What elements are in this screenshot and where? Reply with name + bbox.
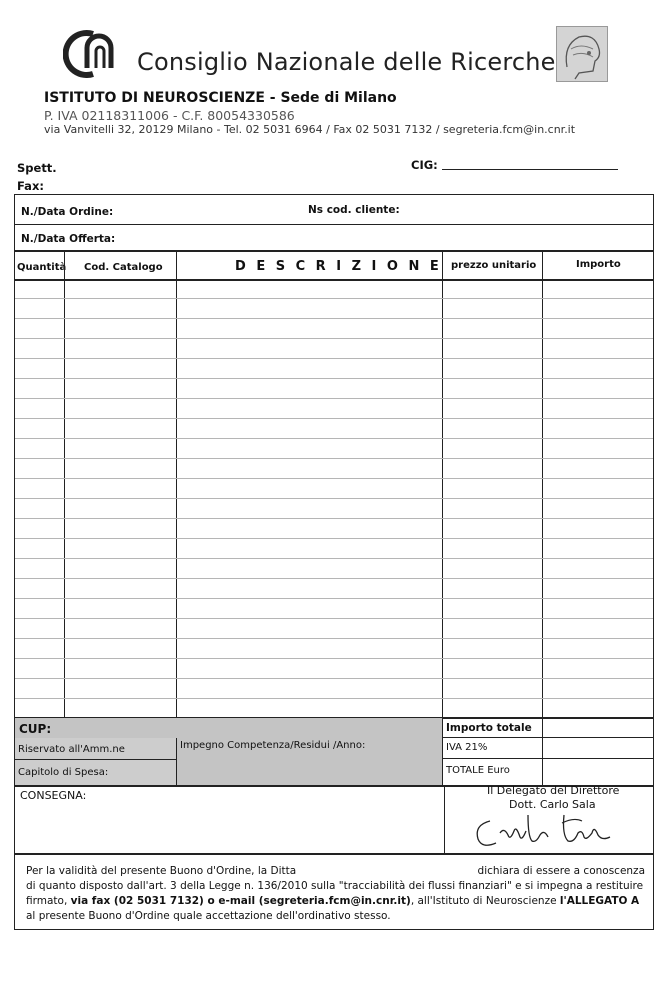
table-row[interactable] bbox=[15, 438, 653, 439]
client-code-label: Ns cod. cliente: bbox=[308, 204, 400, 216]
spett-label: Spett. bbox=[17, 161, 57, 175]
notice-line-1-left: Per la validità del presente Buono d'Ordine, la Ditta bbox=[26, 865, 297, 877]
table-row[interactable] bbox=[15, 598, 653, 599]
organization-name: Consiglio Nazionale delle Ricerche bbox=[137, 48, 556, 76]
grand-total-label: TOTALE Euro bbox=[446, 765, 510, 776]
reserved-label: Riservato all'Amm.ne bbox=[18, 744, 125, 755]
table-row[interactable] bbox=[15, 378, 653, 379]
column-line bbox=[176, 738, 177, 786]
column-line bbox=[176, 250, 177, 717]
order-date-label: N./Data Ordine: bbox=[21, 206, 114, 218]
cup-label: CUP: bbox=[19, 722, 52, 736]
fax-label: Fax: bbox=[17, 179, 44, 193]
divider bbox=[15, 279, 653, 281]
address-line: via Vanvitelli 32, 20129 Milano - Tel. 02 5031 6964 / Fax 02 5031 7132 / segreteria.fcm@in.cnr.it bbox=[44, 123, 576, 136]
notice-line-1-right: dichiara di essere a conoscenza bbox=[477, 865, 645, 877]
delegate-title: Il Delegato del Direttore bbox=[487, 784, 620, 797]
table-row[interactable] bbox=[15, 338, 653, 339]
divider bbox=[15, 250, 653, 252]
divider bbox=[15, 759, 176, 760]
signature bbox=[470, 807, 620, 857]
table-row[interactable] bbox=[15, 318, 653, 319]
description-header: D E S C R I Z I O N E bbox=[235, 259, 442, 274]
notice-line-3: firmato, via fax (02 5031 7132) o e-mail (segreteria.fcm@in.cnr.it), all'Istituto di Neuroscienze l'ALLEGATO A bbox=[26, 895, 640, 907]
table-row[interactable] bbox=[15, 678, 653, 679]
notice-line-2: di quanto disposto dall'art. 3 della Legge n. 136/2010 sulla "tracciabilità dei flussi finanziari" e si impegna a restituire bbox=[26, 880, 644, 892]
divider bbox=[15, 224, 653, 225]
table-row[interactable] bbox=[15, 518, 653, 519]
table-row[interactable] bbox=[15, 658, 653, 659]
cup-band bbox=[15, 718, 442, 738]
cig-field[interactable] bbox=[442, 169, 618, 170]
notice-line-4: al presente Buono d'Ordine quale accettazione dell'ordinativo stesso. bbox=[26, 910, 391, 922]
commitment-label: Impegno Competenza/Residui /Anno: bbox=[180, 740, 366, 751]
delegate-name: Dott. Carlo Sala bbox=[509, 798, 596, 811]
order-form bbox=[14, 194, 654, 930]
table-row[interactable] bbox=[15, 478, 653, 479]
column-line bbox=[444, 785, 445, 853]
table-row[interactable] bbox=[15, 458, 653, 459]
table-row[interactable] bbox=[15, 418, 653, 419]
table-row[interactable] bbox=[15, 698, 653, 699]
unit-price-header: prezzo unitario bbox=[451, 260, 537, 271]
legal-notice bbox=[26, 864, 648, 924]
institute-name: ISTITUTO DI NEUROSCIENZE - Sede di Milano bbox=[44, 90, 397, 106]
catalog-code-header: Cod. Catalogo bbox=[84, 262, 163, 273]
amount-header: Importo bbox=[576, 259, 621, 270]
table-row[interactable] bbox=[15, 398, 653, 399]
chapter-label: Capitolo di Spesa: bbox=[18, 767, 109, 778]
table-row[interactable] bbox=[15, 578, 653, 579]
neuroanatomy-head-image bbox=[556, 26, 608, 82]
divider bbox=[15, 853, 653, 855]
table-row[interactable] bbox=[15, 618, 653, 619]
column-line bbox=[64, 250, 65, 717]
tax-ids: P. IVA 02118311006 - C.F. 80054330586 bbox=[44, 108, 295, 123]
table-row[interactable] bbox=[15, 558, 653, 559]
table-row[interactable] bbox=[15, 498, 653, 499]
divider bbox=[442, 737, 653, 738]
delivery-label: CONSEGNA: bbox=[20, 789, 87, 802]
quantity-header: Quantità bbox=[17, 262, 67, 273]
offer-date-label: N./Data Offerta: bbox=[21, 233, 116, 245]
table-row[interactable] bbox=[15, 538, 653, 539]
vat-label: IVA 21% bbox=[446, 742, 488, 753]
divider bbox=[442, 758, 653, 759]
total-label: Importo totale bbox=[446, 722, 532, 734]
cig-label: CIG: bbox=[411, 158, 438, 172]
table-row[interactable] bbox=[15, 298, 653, 299]
table-row[interactable] bbox=[15, 638, 653, 639]
cnr-logo bbox=[63, 28, 119, 78]
table-row[interactable] bbox=[15, 358, 653, 359]
